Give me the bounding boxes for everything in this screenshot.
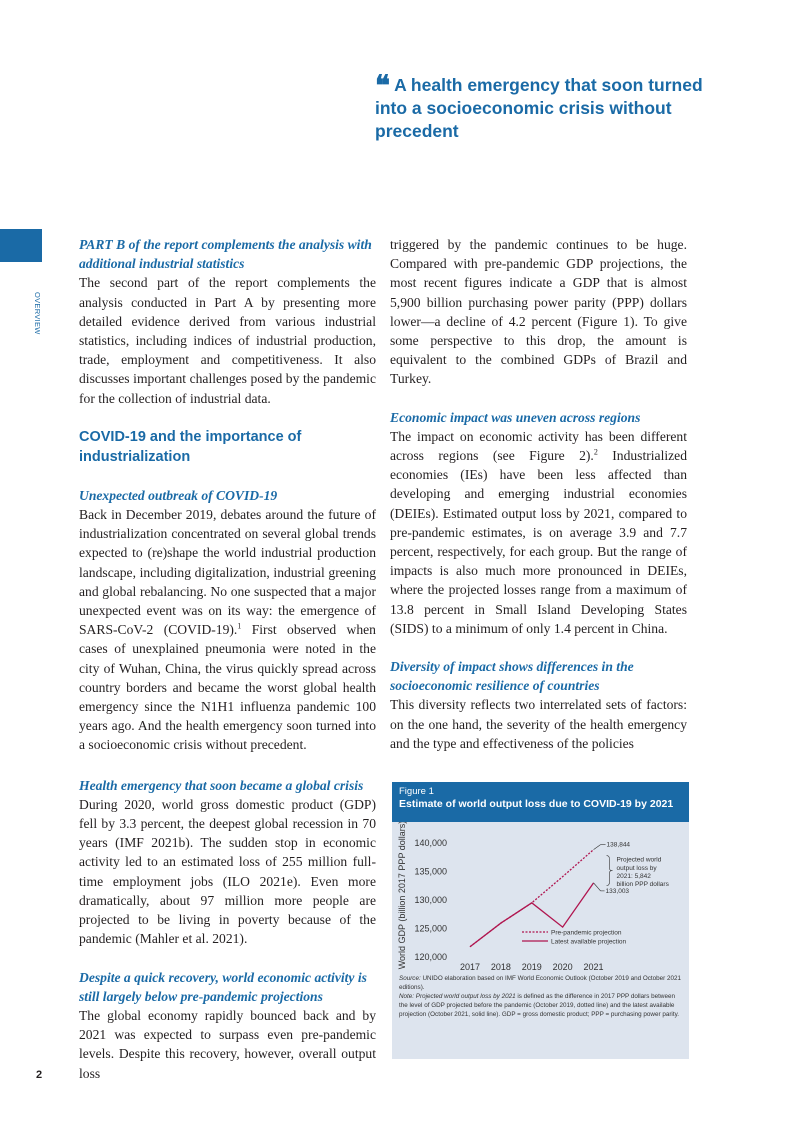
y-tick-label: 125,000 <box>414 923 447 934</box>
continued-paragraph: triggered by the pandemic continues to be huge. Compared with pre-pandemic GDP projections, the most recent figures indicate a GDP that is almost 5,900 billion purchasing power parity (PPP) dollars lower—a decline of 4.2 percent (Figure 1). To give some perspective to this drop, the amount is equivalent to the combined GDPs of Brazil and Turkey. <box>390 237 687 387</box>
legend-label-pre-pandemic: Pre-pandemic projection <box>551 929 622 937</box>
bottom-value-leader <box>594 883 601 891</box>
chapter-side-label: OVERVIEW <box>33 292 42 335</box>
latest-series-line <box>470 883 594 947</box>
figure-1 <box>392 782 689 1069</box>
legend-label-latest: Latest available projection <box>551 938 627 946</box>
gdp-line-chart <box>392 822 689 972</box>
uneven-subhead: Economic impact was uneven across regions <box>390 409 641 425</box>
partb-subhead: PART B of the report complements the analysis with additional industrial statistics <box>79 237 372 272</box>
diversity-subhead: Diversity of impact shows differences in the socioeconomic resilience of countries <box>390 659 634 694</box>
y-tick-label: 135,000 <box>414 866 447 877</box>
pull-quote-text: A health emergency that soon turned into a socioeconomic crisis without precedent <box>375 75 703 141</box>
chapter-tab-marker <box>0 229 42 262</box>
figure-source: Source: UNIDO elaboration based on IMF World Economic Outlook (October 2019 and October 2021 editions). <box>399 975 681 991</box>
diversity-paragraph: This diversity reflects two interrelated sets of factors: on the one hand, the severity of the health emergency and the type and effectiveness of the policies <box>390 697 687 751</box>
right-column <box>390 235 687 753</box>
global-crisis-subhead: Health emergency that soon became a global crisis <box>79 777 364 793</box>
y-tick-label: 140,000 <box>414 838 447 848</box>
y-tick-label: 130,000 <box>414 895 447 905</box>
figure-title: Estimate of world output loss due to COVID-19 by 2021 <box>399 798 674 810</box>
top-value-leader <box>594 845 601 850</box>
figure-note: Note: Projected world output loss by 2021 is defined as the difference in 2017 PPP dollars between the level of GDP projected before the pandemic (October 2019, dotted line) and the latest available projection (October 2021, solid line). GDP = gross domestic product; PPP = purchasing power parity. <box>399 992 680 1018</box>
x-tick-label: 2017 <box>459 962 481 972</box>
loss-annotation-line: billion PPP dollars <box>616 881 669 889</box>
global-crisis-paragraph: During 2020, world gross domestic product (GDP) fell by 3.3 percent, the deepest global recession in 70 years (IMF 2021b). The sudden stop in economic activity led to an estimated loss of 255 million full-time employment jobs (ILO 2021e). Even more dramatically, about 97 million more people are projected to be living in poverty because of the pandemic (Mahler et al. 2021). <box>79 796 376 947</box>
y-tick-label: 120,000 <box>414 952 447 962</box>
partb-paragraph: The second part of the report complements the analysis conducted in Part A by presenting more detailed evidence derived from various industrial statistics, including indices of industrial production, trade, employment and competitiveness. It also discusses important challenges posed by the pandemic for the collection of industrial data. <box>79 275 376 406</box>
outbreak-subhead: Unexpected outbreak of COVID-19 <box>79 487 278 503</box>
pull-quote <box>375 69 705 143</box>
figure-notes <box>392 972 689 1059</box>
figure-plot-area <box>392 822 689 972</box>
loss-annotation-line: Projected world <box>616 856 662 864</box>
bottom-value-label: 133,003 <box>605 887 630 895</box>
recovery-subhead: Despite a quick recovery, world economic activity is still largely below pre-pandemic projections <box>79 969 367 1004</box>
figure-header <box>392 782 689 822</box>
uneven-paragraph: The impact on economic activity has been different across regions (see Figure 2).$^2$ Industrialized economies (IEs) have been less affected than developing and emerging industrial economies (DEIEs). Estimated output loss by 2021, compared to pre-pandemic estimates, is on average 3.9 and 7.7 percent, respectively, for each group. But the range of impacts is also much more pronounced in DEIEs, where the projected losses range from a maximum of 13.8 percent in Small Island Developing States (SIDS) to a minimum of only 1.4 percent in China. <box>390 428 688 636</box>
recovery-paragraph: The global economy rapidly bounced back and by 2021 was expected to surpass even pre-pandemic levels. Despite this recovery, however, overall output loss <box>79 1007 376 1081</box>
left-column <box>79 235 376 1083</box>
x-tick-label: 2021 <box>583 962 604 972</box>
x-tick-label: 2020 <box>552 962 573 972</box>
section-heading: COVID-19 and the importance of industrialization <box>79 428 302 465</box>
quote-mark-icon: ❝ <box>375 69 391 102</box>
outbreak-paragraph: Back in December 2019, debates around the future of industrialization concentrated on several global trends expected to (re)shape the world industrial production landscape, including digitalization, industrial greening and global rebalancing. No one suspected that a major unexpected event was on its way: the emergence of SARS-CoV-2 (COVID-19).$^1$ First observed when cases of unexplained pneumonia were noted in the city of Wuhan, China, the virus quickly spread across country borders and became the worst global health emergency since the N1H1 influenza pandemic 100 years ago. And the health emergency soon turned into a socioeconomic crisis without precedent. <box>79 507 376 753</box>
page-number: 2 <box>36 1069 43 1081</box>
loss-annotation-line: 2021: 5,842 <box>616 872 651 880</box>
loss-annotation-line: output loss by <box>616 864 657 872</box>
figure-label: Figure 1 <box>399 786 434 797</box>
footnote-1: 1 <box>237 621 242 631</box>
footnote-2: 2 <box>593 447 598 457</box>
x-tick-label: 2018 <box>490 962 511 972</box>
top-value-label: 138,844 <box>606 841 631 849</box>
y-axis-label: World GDP (billion 2017 PPP dollars) <box>397 822 407 970</box>
loss-brace <box>607 856 613 886</box>
x-tick-label: 2019 <box>521 962 542 972</box>
